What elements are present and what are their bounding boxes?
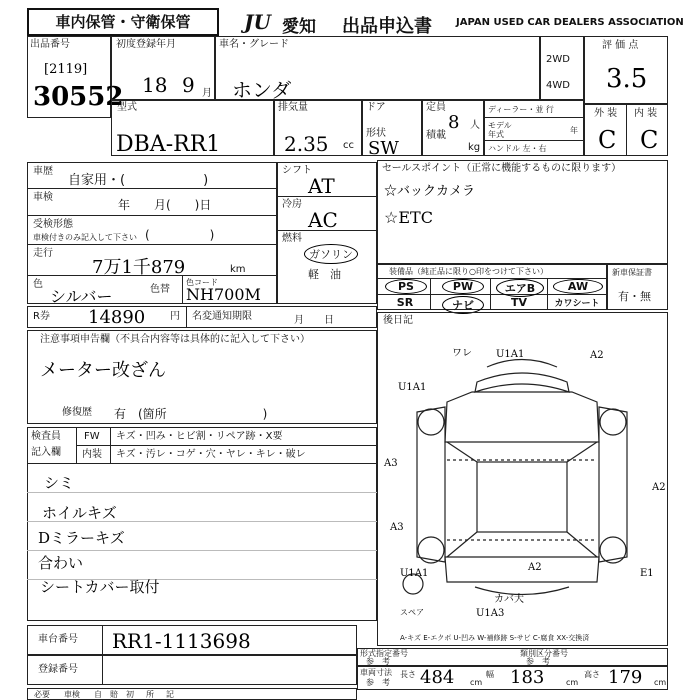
inspection-label: 車検: [33, 192, 53, 203]
mark-6: A2: [652, 482, 666, 493]
month-unit: 月: [202, 88, 212, 99]
ext-label: 外 装: [594, 108, 618, 119]
equip-sheet: カワシート: [554, 299, 600, 309]
inspector-note-5: シートカバー取付: [40, 578, 160, 596]
fuel-diesel: 軽 油: [308, 268, 341, 281]
length-value: 484: [420, 667, 455, 688]
int-label: 内 装: [634, 108, 658, 119]
cap-unit: 人: [470, 120, 480, 131]
name-notice-value: 月 日: [294, 315, 334, 326]
door-label: ドア: [366, 102, 386, 113]
ext-value: C: [598, 126, 617, 154]
footer-2: 車検: [64, 690, 80, 699]
inspector-note-2: ホイルキズ: [42, 504, 117, 522]
drive-4wd: 4WD: [546, 80, 570, 91]
disp-value: 2.35: [284, 132, 329, 156]
reg-label: 初度登録年月: [116, 39, 176, 50]
dims-sub: 参 考: [366, 678, 390, 687]
mark-5: A3: [384, 458, 398, 469]
footer-6: 記: [166, 690, 174, 699]
length-unit: cm: [470, 678, 483, 687]
footer-1: 必要: [34, 690, 50, 699]
fw-label: FW: [84, 431, 100, 442]
fuel-gas: ガソリン: [304, 244, 358, 264]
document-title: 出品申込書: [342, 16, 432, 37]
new-guarantee-label: 新車保証書: [612, 268, 652, 277]
color-change-label: 色替: [150, 284, 170, 295]
footer-5: 所: [146, 690, 154, 699]
name-notice-label: 名変通知期限: [192, 311, 252, 322]
disp-label: 排気量: [278, 102, 308, 113]
repair-value: 有 (箇所 ): [114, 407, 268, 421]
receipt-note: 車検付きのみ記入して下さい: [33, 233, 137, 242]
brand-logo: JU: [244, 10, 271, 34]
reg-year: 18: [142, 73, 168, 97]
brand-name: 愛知: [282, 17, 316, 37]
width-unit: cm: [566, 678, 579, 687]
chassis-value: RR1-1113698: [112, 629, 251, 653]
notes-handwritten: メーター改ざん: [40, 360, 166, 381]
score-label: 評 価 点: [602, 40, 639, 51]
ac-value: AC: [308, 208, 338, 232]
drive-2wd: 2WD: [546, 54, 570, 65]
disp-unit: cc: [343, 140, 354, 151]
type-value: DBA-RR1: [116, 132, 221, 157]
mark-3: A2: [590, 350, 604, 361]
color-code-label: 色コード: [186, 278, 218, 287]
model-label: 車名・グレード: [219, 39, 289, 50]
equip-airbag: エアB: [496, 279, 544, 297]
receipt-value: ( ): [145, 228, 215, 242]
mark-8: A2: [528, 562, 542, 573]
inspector-note-3: Dミラーキズ: [38, 529, 125, 547]
association-subtitle: JAPAN USED CAR DEALERS ASSOCIATION: [456, 17, 684, 28]
storage-label: 車内保管・守衛保管: [27, 8, 219, 36]
int-items: キズ・汚レ・コゲ・穴・ヤレ・キレ・破レ: [116, 449, 306, 460]
height-unit: cm: [654, 678, 667, 687]
footer-4: 初: [126, 690, 134, 699]
score-value: 3.5: [606, 64, 648, 94]
ac-label: 冷房: [282, 199, 302, 210]
mark-7: A3: [390, 522, 404, 533]
new-guarantee-value: 有・無: [618, 290, 651, 303]
repair-label: 修復歴: [62, 407, 92, 418]
shape-value: SW: [368, 138, 399, 159]
type-label: 型式: [117, 102, 137, 113]
inspector-label-1: 検査員: [31, 431, 61, 442]
equipment-title: 装備品（純正品に限り○印をつけて下さい）: [389, 267, 548, 276]
mileage-unit: km: [230, 264, 246, 275]
sales-points-title: セールスポイント（正常に機能するものに限ります）: [382, 163, 622, 174]
mark-9: U1A1: [400, 568, 429, 579]
tax-value: 14890: [88, 307, 146, 328]
int-items-label: 内装: [82, 449, 102, 460]
fuel-label: 燃料: [282, 233, 302, 244]
receipt-label: 受検形態: [33, 219, 73, 230]
reg-no-label: 登録番号: [38, 664, 78, 675]
inspector-label-2: 記入欄: [31, 447, 61, 458]
equip-sr: SR: [396, 296, 414, 309]
mark-1: ワレ: [452, 348, 472, 359]
model-value: ホンダ: [232, 78, 292, 102]
fw-items: キズ・凹み・ヒビ割・リペア跡・X要: [116, 431, 283, 442]
mileage-label: 走行: [33, 248, 53, 259]
sales-point-2: ☆ETC: [384, 208, 433, 227]
inspection-value: 年 月( )日: [118, 198, 212, 212]
lot-label: 出品番号: [30, 39, 70, 50]
shape-label: 形状: [366, 128, 386, 139]
sales-point-1: ☆バックカメラ: [384, 184, 476, 199]
history-value: 自家用・( ): [68, 173, 209, 188]
model-year-label: モデル 年式: [488, 121, 512, 139]
load-label: 積載: [426, 130, 446, 141]
mark-11: U1A3: [476, 608, 505, 619]
inspector-note-1: シミ: [44, 474, 75, 492]
shift-value: AT: [308, 174, 335, 198]
tax-unit: 円: [170, 311, 180, 322]
load-unit: kg: [468, 142, 481, 153]
width-label: 幅: [486, 670, 494, 679]
history-label: 車歴: [33, 166, 53, 177]
lot-sub-number: [2119]: [44, 62, 88, 77]
cap-value: 8: [448, 112, 460, 133]
class-no-label: 類別区分番号: [520, 649, 568, 658]
diagram-title: 後日記: [383, 315, 413, 326]
equip-ps: PS: [385, 279, 427, 294]
dealer-label: ディーラー・並 行: [488, 105, 554, 114]
spare-label: スペア: [400, 608, 424, 617]
type-no-label: 形式指定番号: [360, 649, 408, 658]
mark-2: U1A1: [496, 349, 525, 360]
chassis-label: 車台番号: [38, 634, 78, 645]
height-label: 高さ: [584, 670, 600, 679]
dims-label: 車両寸法: [360, 668, 392, 677]
type-no-sub: 参 考: [366, 657, 390, 666]
handle-label: ハンドル 左・右: [488, 144, 547, 153]
cap-label: 定員: [426, 102, 446, 113]
tax-label: R券: [33, 311, 50, 322]
class-no-sub: 参 考: [526, 657, 550, 666]
reg-month: 9: [182, 73, 195, 97]
equip-navi: ナビ: [442, 296, 484, 314]
equip-aw: AW: [553, 279, 603, 294]
mark-4: U1A1: [398, 382, 427, 393]
shift-label: シフト: [282, 165, 312, 176]
color-label: 色: [33, 279, 43, 290]
equip-pw: PW: [442, 279, 484, 294]
inspector-note-4: 合わい: [38, 554, 84, 572]
color-value: シルバー: [50, 287, 113, 306]
footer-3: 自 賠: [94, 690, 118, 699]
equip-tv: TV: [510, 296, 528, 309]
lot-number: 30552: [33, 82, 124, 112]
color-code-value: NH700M: [186, 285, 261, 304]
year-unit: 年: [570, 126, 578, 135]
damage-legend: A-キズ E-エクボ U-凹み W-補修跡 S-サビ C-腐食 XX-交換済: [400, 634, 590, 642]
int-value: C: [640, 126, 659, 154]
mark-10: カバ大: [494, 594, 524, 605]
height-value: 179: [608, 667, 643, 688]
mileage-value: 7万1千879: [92, 257, 186, 278]
mark-12: E1: [640, 568, 654, 579]
width-value: 183: [510, 667, 545, 688]
length-label: 長さ: [400, 670, 416, 679]
notes-title: 注意事項申告欄（不具合内容等は具体的に記入して下さい）: [40, 334, 310, 345]
